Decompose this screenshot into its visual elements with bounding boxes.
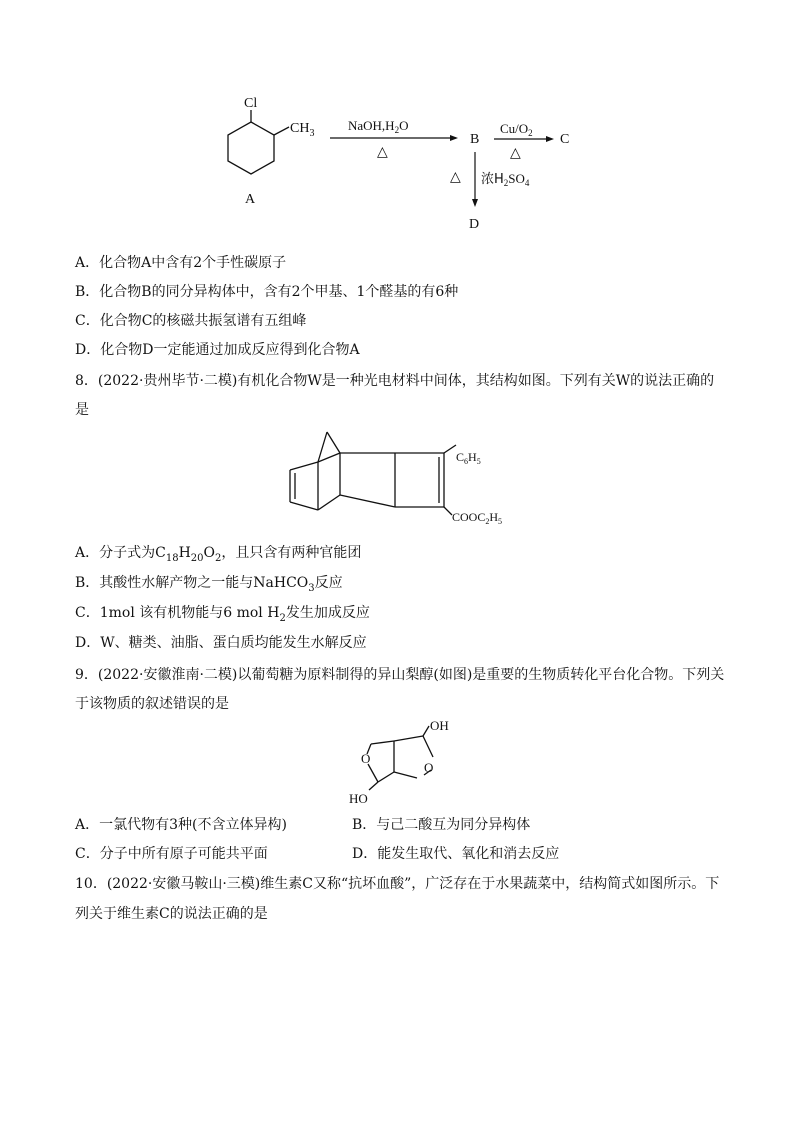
q8-stem-line1: 8．(2022·贵州毕节·二模)有机化合物W是一种光电材料中间体，其结构如图。下列有关W的说法正确的 [75, 373, 715, 389]
o-left-label: O [361, 751, 371, 766]
q10-stem-line2: 列关于维生素C的说法正确的是 [75, 906, 268, 922]
q9-option-d: D．能发生取代、氧化和消去反应 [352, 846, 560, 862]
q9-structure [345, 714, 465, 809]
arrowhead-b-to-c [546, 136, 554, 142]
phenyl-label: $C_6H_5$ [456, 450, 481, 466]
heat-symbol-2: △ [510, 146, 521, 161]
ester-label: $COOC_2H_5$ [452, 510, 503, 526]
q8-option-c: C．1mol 该有机物能与6 mol $H_2$发生加成反应 [75, 605, 370, 624]
arrowhead-b-to-d [472, 199, 478, 207]
q8-stem-line2: 是 [75, 402, 89, 418]
q9-option-c: C．分子中所有原子可能共平面 [75, 846, 268, 862]
q10-stem-line1: 10．(2022·安徽马鞍山·三模)维生素C又称“抗坏血酸”，广泛存在于水果蔬菜中，结构简式如图所示。下 [75, 876, 720, 892]
cl-label: Cl [244, 96, 258, 111]
ch3-label: $CH_3$ [290, 121, 315, 139]
ch3-bond [274, 127, 289, 135]
q9-stem-line2: 于该物质的叙述错误的是 [75, 696, 229, 712]
compound-c-label: C [560, 132, 570, 147]
q8-structure [270, 425, 530, 535]
q9-option-a: A．一氯代物有3种(不含立体异构) [75, 817, 287, 833]
heat-symbol-3: △ [450, 170, 461, 185]
o-right-label: O [424, 760, 434, 775]
q7-option-b: B．化合物B的同分异构体中，含有2个甲基、1个醛基的有6种 [75, 284, 459, 300]
reagent-h2so4: 浓$H_2SO_4$ [481, 171, 530, 188]
ho-bottom-label: HO [349, 791, 368, 806]
q7-option-a: A．化合物A中含有2个手性碳原子 [75, 255, 287, 271]
heat-symbol-1: △ [377, 145, 388, 160]
reagent-cu-o2: $Cu/O_2$ [500, 121, 533, 138]
compound-b-label: B [470, 132, 480, 147]
q9-option-b: B．与己二酸互为同分异构体 [352, 817, 531, 833]
q7-option-c: C．化合物C的核磁共振氢谱有五组峰 [75, 313, 307, 329]
q9-stem-line1: 9．(2022·安徽淮南·二模)以葡萄糖为原料制得的异山梨醇(如图)是重要的生物质转化平台化合物。下列关 [75, 667, 725, 683]
reaction-scheme [0, 0, 800, 240]
q8-option-b: B．其酸性水解产物之一能与NaHCO$_3$反应 [75, 575, 343, 594]
cyclohexane-ring [228, 122, 274, 174]
q8-option-a: A．分子式为$C_{18}H_{20}O_2$，且只含有两种官能团 [75, 545, 362, 564]
q8-option-d: D．W、糖类、油脂、蛋白质均能发生水解反应 [75, 635, 367, 651]
oh-top-label: OH [430, 718, 449, 733]
arrowhead-a-to-b [450, 135, 458, 141]
compound-d-label: D [469, 217, 480, 232]
q7-option-d: D．化合物D一定能通过加成反应得到化合物A [75, 342, 360, 358]
compound-a-label: A [245, 192, 256, 207]
reagent-naoh: $NaOH,H_2O$ [348, 118, 409, 135]
